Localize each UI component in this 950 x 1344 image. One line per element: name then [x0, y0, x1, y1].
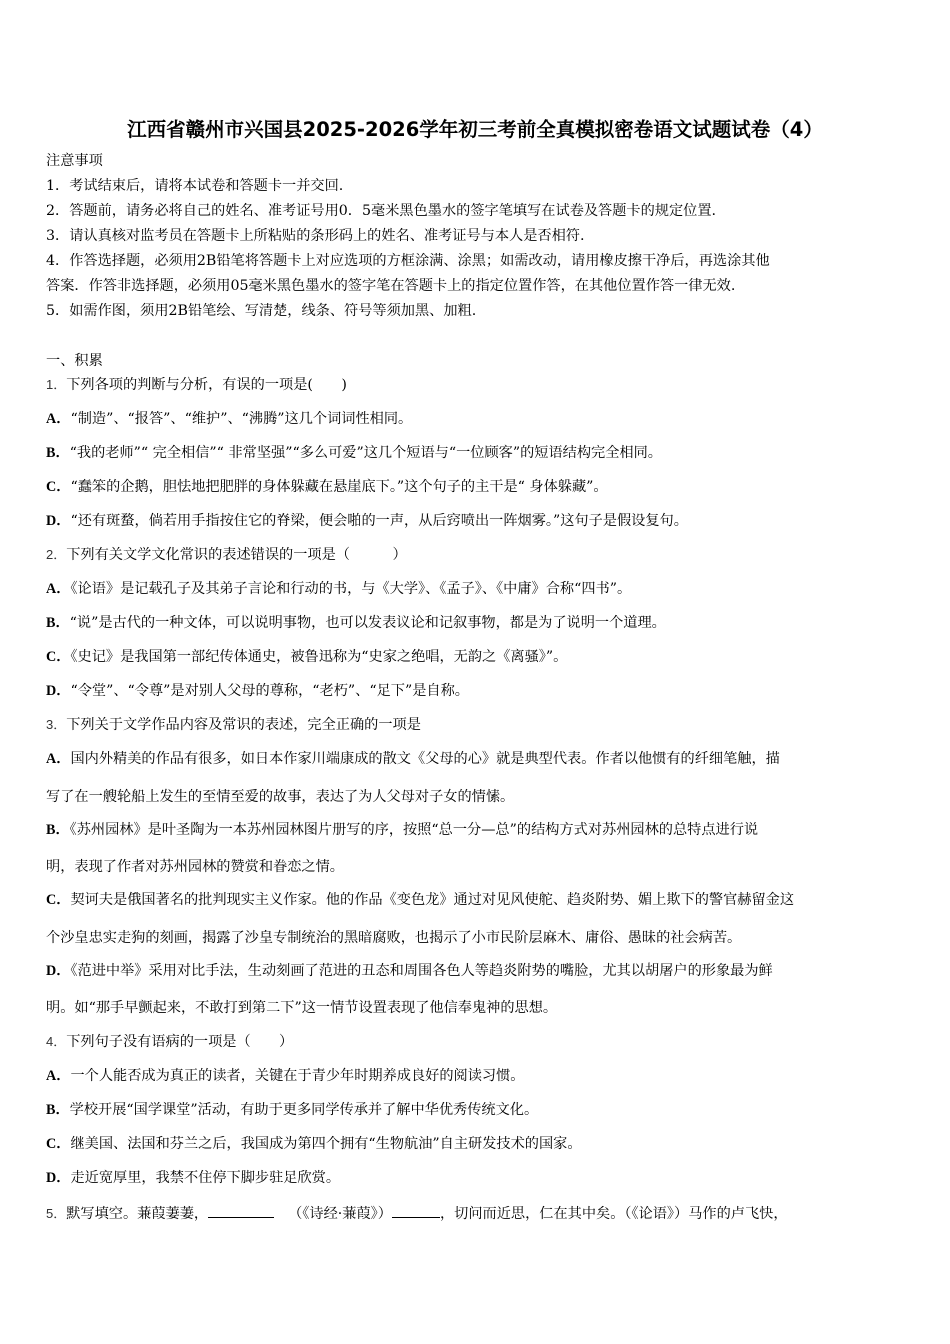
option-label: D． — [46, 683, 71, 699]
q3-option-d — [46, 962, 773, 980]
question-text: 下列关于文学作品内容及常识的表述，完全正确的一项是 — [66, 717, 421, 733]
question-1-stem — [46, 376, 347, 394]
option-label: A． — [46, 411, 71, 427]
option-label: C． — [46, 649, 71, 665]
option-text: 《范进中举》采用对比手法，生动刻画了范进的丑态和周围各色人等趋炎附势的嘴脸，尤其以胡屠户的形象最为鲜 — [70, 963, 773, 979]
notice-item: 2．答题前，请务必将自己的姓名、准考证号用0．5毫米黑色墨水的签字笔填写在试卷及答题卡的规定位置. — [46, 203, 717, 219]
option-text: 一个人能否成为真正的读者，关键在于青少年时期养成良好的阅读习惯。 — [70, 1068, 525, 1084]
q3-option-c-cont: 个沙皇忠实走狗的刻画，揭露了沙皇专制统治的黑暗腐败，也揭示了小市民阶层麻木、庸俗、愚昧的社会病苦。 — [46, 930, 742, 946]
option-text: 《史记》是我国第一部纪传体通史，被鲁迅称为“史家之绝唱，无韵之《离骚》”。 — [70, 649, 568, 665]
notice-heading: 注意事项 — [46, 153, 103, 169]
question-number: 2． — [46, 547, 67, 562]
option-text: “还有斑蝥，倘若用手指按住它的脊梁，便会啪的一声，从后窍喷出一阵烟雾。”这句子是假设复句。 — [70, 513, 688, 529]
q4-option-c — [46, 1135, 582, 1153]
q3-option-a — [46, 750, 780, 768]
option-label: C． — [46, 1136, 71, 1152]
q4-option-d — [46, 1169, 340, 1187]
option-text: 《苏州园林》是叶圣陶为一本苏州园林图片册写的序，按照“总一分—总”的结构方式对苏州园林的总特点进行说 — [69, 822, 759, 838]
notice-item: 1．考试结束后，请将本试卷和答题卡一并交回. — [46, 178, 344, 194]
q1-option-d — [46, 512, 688, 530]
q1-option-b — [46, 444, 662, 462]
q3-option-b — [46, 821, 758, 839]
option-text: 国内外精美的作品有很多，如日本作家川端康成的散文《父母的心》就是典型代表。作者以他惯有的纤细笔触，描 — [70, 751, 780, 767]
option-label: B． — [46, 822, 70, 838]
q3-option-b-cont: 明，表现了作者对苏州园林的赞赏和眷恋之情。 — [46, 859, 344, 875]
question-number: 3． — [46, 717, 67, 732]
q2-option-c — [46, 648, 567, 666]
option-label: D． — [46, 513, 71, 529]
question-text: 下列有关文学文化常识的表述错误的一项是（ ） — [66, 547, 407, 563]
q1-option-a — [46, 410, 412, 428]
section-heading: 一、积累 — [46, 353, 103, 369]
notice-item: 5．如需作图，须用2B铅笔绘、写清楚，线条、符号等须加黑、加粗. — [46, 303, 477, 319]
option-label: B． — [46, 1102, 70, 1118]
q2-option-a — [46, 580, 631, 598]
option-text: “制造”、“报答”、“维护”、“沸腾”这几个词词性相同。 — [70, 411, 413, 427]
option-label: A． — [46, 1068, 71, 1084]
option-text: 契诃夫是俄国著名的批判现实主义作家。他的作品《变色龙》通过对见风使舵、趋炎附势、媚上欺下的警官赫留金这 — [70, 892, 795, 908]
q2-option-b — [46, 614, 666, 632]
option-label: A． — [46, 581, 71, 597]
question-2-stem — [46, 546, 407, 564]
question-4-stem — [46, 1033, 293, 1051]
question-number: 1． — [46, 377, 67, 392]
option-label: B． — [46, 445, 70, 461]
option-text: 《论语》是记载孔子及其弟子言论和行动的书，与《大学》、《孟子》、《中庸》合称“四书”。 — [70, 581, 632, 597]
option-text: “说”是古代的一种文体，可以说明事物，也可以发表议论和记叙事物，都是为了说明一个道理。 — [69, 615, 666, 631]
question-5-stem — [46, 1204, 788, 1223]
option-label: B． — [46, 615, 70, 631]
q2-option-d — [46, 682, 469, 700]
question-text: 下列各项的判断与分析，有误的一项是( ) — [66, 377, 347, 393]
notice-item: 答案．作答非选择题，必须用05毫米黑色墨水的签字笔在答题卡上的指定位置作答，在其他位置作答一律无效. — [46, 278, 736, 294]
notice-item: 3．请认真核对监考员在答题卡上所粘贴的条形码上的姓名、准考证号与本人是否相符. — [46, 228, 585, 244]
q3-option-d-cont: 明。如“那手早颤起来，不敢打到第二下”这一情节设置表现了他信奉鬼神的思想。 — [46, 1000, 558, 1016]
option-text: 继美国、法国和芬兰之后，我国成为第四个拥有“生物航油”自主研发技术的国家。 — [70, 1136, 582, 1152]
option-label: C． — [46, 892, 71, 908]
option-text: 走近宽厚里，我禁不住停下脚步驻足欣赏。 — [70, 1170, 341, 1186]
q1-option-c — [46, 478, 608, 496]
option-text: “令堂”、“令尊”是对别人父母的尊称，“老朽”、“足下”是自称。 — [70, 683, 469, 699]
question-text: 下列句子没有语病的一项是（ ） — [66, 1034, 294, 1050]
option-label: C． — [46, 479, 71, 495]
question-number: 4． — [46, 1034, 67, 1049]
option-label: D． — [46, 963, 71, 979]
question-text: ，切问而近思，仁在其中矣。（《论语》）马作的卢飞快， — [439, 1206, 788, 1222]
q3-option-a-cont: 写了在一艘轮船上发生的至情至爱的故事，表达了为人父母对子女的情愫。 — [46, 789, 515, 805]
notice-item: 4．作答选择题，必须用2B铅笔将答题卡上对应选项的方框涂满、涂黑；如需改动，请用橡皮擦干净后，再选涂其他 — [46, 253, 770, 269]
page-title: 江西省赣州市兴国县2025-2026学年初三考前全真模拟密卷语文试题试卷（4） — [127, 118, 823, 141]
option-text: 学校开展“国学课堂”活动，有助于更多同学传承并了解中华优秀传统文化。 — [69, 1102, 539, 1118]
option-label: A． — [46, 751, 71, 767]
q4-option-b — [46, 1101, 538, 1119]
q4-option-a — [46, 1067, 524, 1085]
fill-blank[interactable] — [392, 1204, 440, 1218]
option-text: “蠢笨的企鹅，胆怯地把肥胖的身体躲藏在悬崖底下。”这个句子的主干是“ 身体躲藏”。 — [70, 479, 608, 495]
fill-blank[interactable] — [208, 1204, 274, 1218]
q3-option-c — [46, 891, 794, 909]
option-text: “我的老师”“ 完全相信”“ 非常坚强”“多么可爱”这几个短语与“一位顾客”的短语结构完全相同。 — [69, 445, 662, 461]
question-number: 5． — [46, 1206, 67, 1221]
question-text: 默写填空。蒹葭萋萋， — [66, 1206, 209, 1222]
option-label: D． — [46, 1170, 71, 1186]
question-3-stem — [46, 716, 421, 734]
question-text: （《诗经·蒹葭》） — [288, 1206, 392, 1222]
